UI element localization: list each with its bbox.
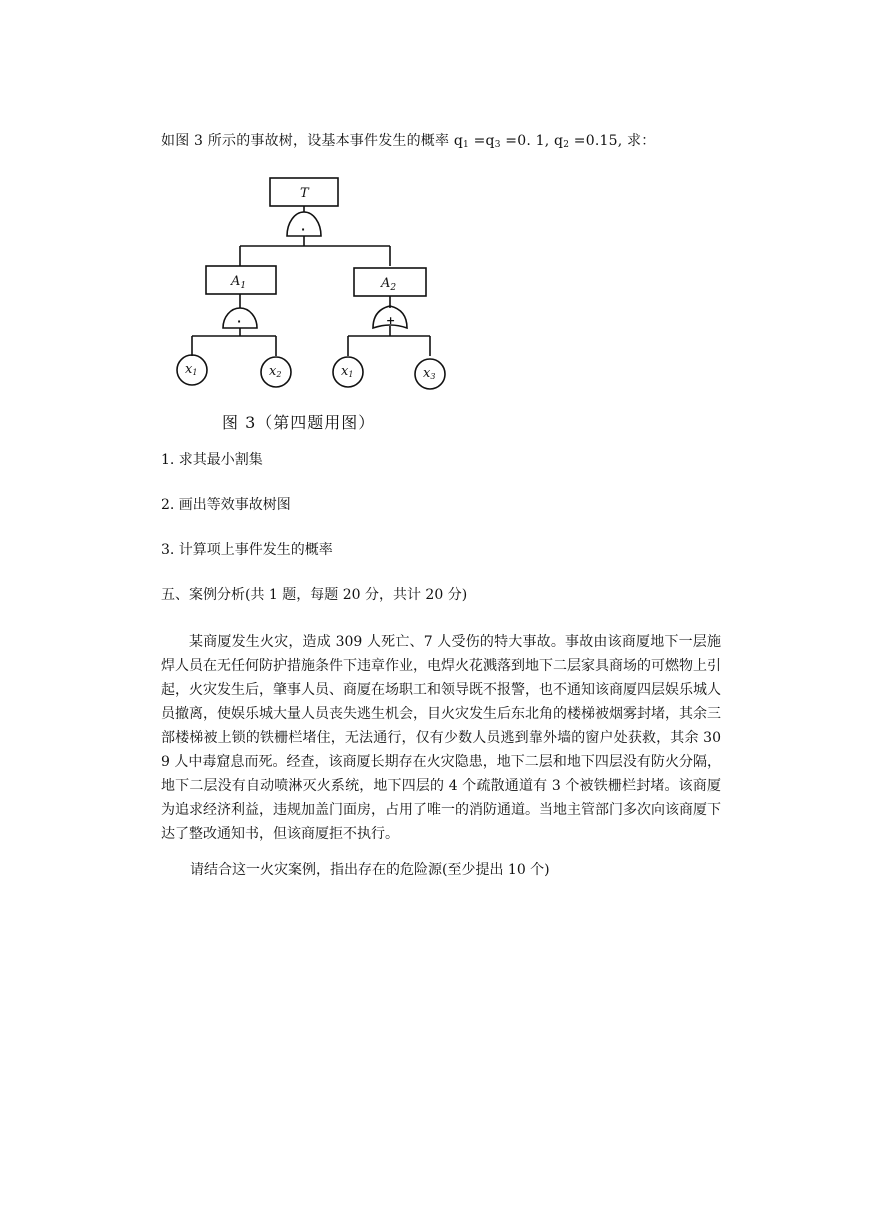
question-2: 2. 画出等效事故树图 (161, 497, 291, 513)
top-event-label: T (300, 186, 309, 201)
x1-left-label: x1 (185, 362, 198, 377)
a1-gate-symbol: · (237, 315, 242, 328)
case-paragraph: 某商厦发生火灾，造成 309 人死亡、7 人受伤的特大事故。事故由该商厦地下一层施焊人员在无任何防护措施条件下违章作业，电焊火花溅落到地下二层家具商场的可燃物上引起，火灾发生后，肇事人员、商厦在场职工和领导既不报警，也不通知该商厦四层娱乐城人员撤离，使娱乐城大量人员丧失逃生机会，目火灾发生后东北角的楼梯被烟雾封堵，其余三部楼梯被上锁的铁栅栏堵住，无法通行，仅有少数人员逃到靠外墙的窗户处获救，其余 309 人中毒窟息而死。经查，该商厦长期存在火灾隐患，地下二层和地下四层没有防火分隔，地下二层没有自动喷淋灭火系统，地下四层的 4 个疏散通道有 3 个被铁栅栏封堵。该商厦为追求经济利益，违规加盖门面房，占用了唯一的消防通道。当地主管部门多次向该商厦下达了整改通知书，但该商厦拒不执行。 (161, 634, 721, 842)
question-3: 3. 计算项上事件发生的概率 (161, 542, 333, 558)
top-gate-symbol: · (301, 223, 306, 236)
x1-right-label: x1 (341, 364, 354, 379)
x2-label: x2 (269, 364, 282, 379)
x3-label: x3 (423, 366, 436, 381)
section-title: 五、案例分析(共 1 题，每题 20 分，共计 20 分) (161, 587, 468, 603)
figure-caption: 图 3（第四题用图） (222, 413, 376, 432)
case-question: 请结合这一火灾案例，指出存在的危险源(至少提出 10 个) (190, 862, 550, 878)
problem-intro: 如图 3 所示的事故树，设基本事件发生的概率 $q_1 =q_3 =0$. 1, $q_2 =0.15$, 求： (161, 133, 656, 150)
a1-label: $A_1$ (231, 274, 247, 291)
fault-tree-diagram (170, 170, 470, 400)
a2-gate-symbol: + (386, 314, 396, 327)
a2-label: $A_2$ (381, 276, 397, 293)
question-1: 1. 求其最小割集 (161, 452, 263, 468)
